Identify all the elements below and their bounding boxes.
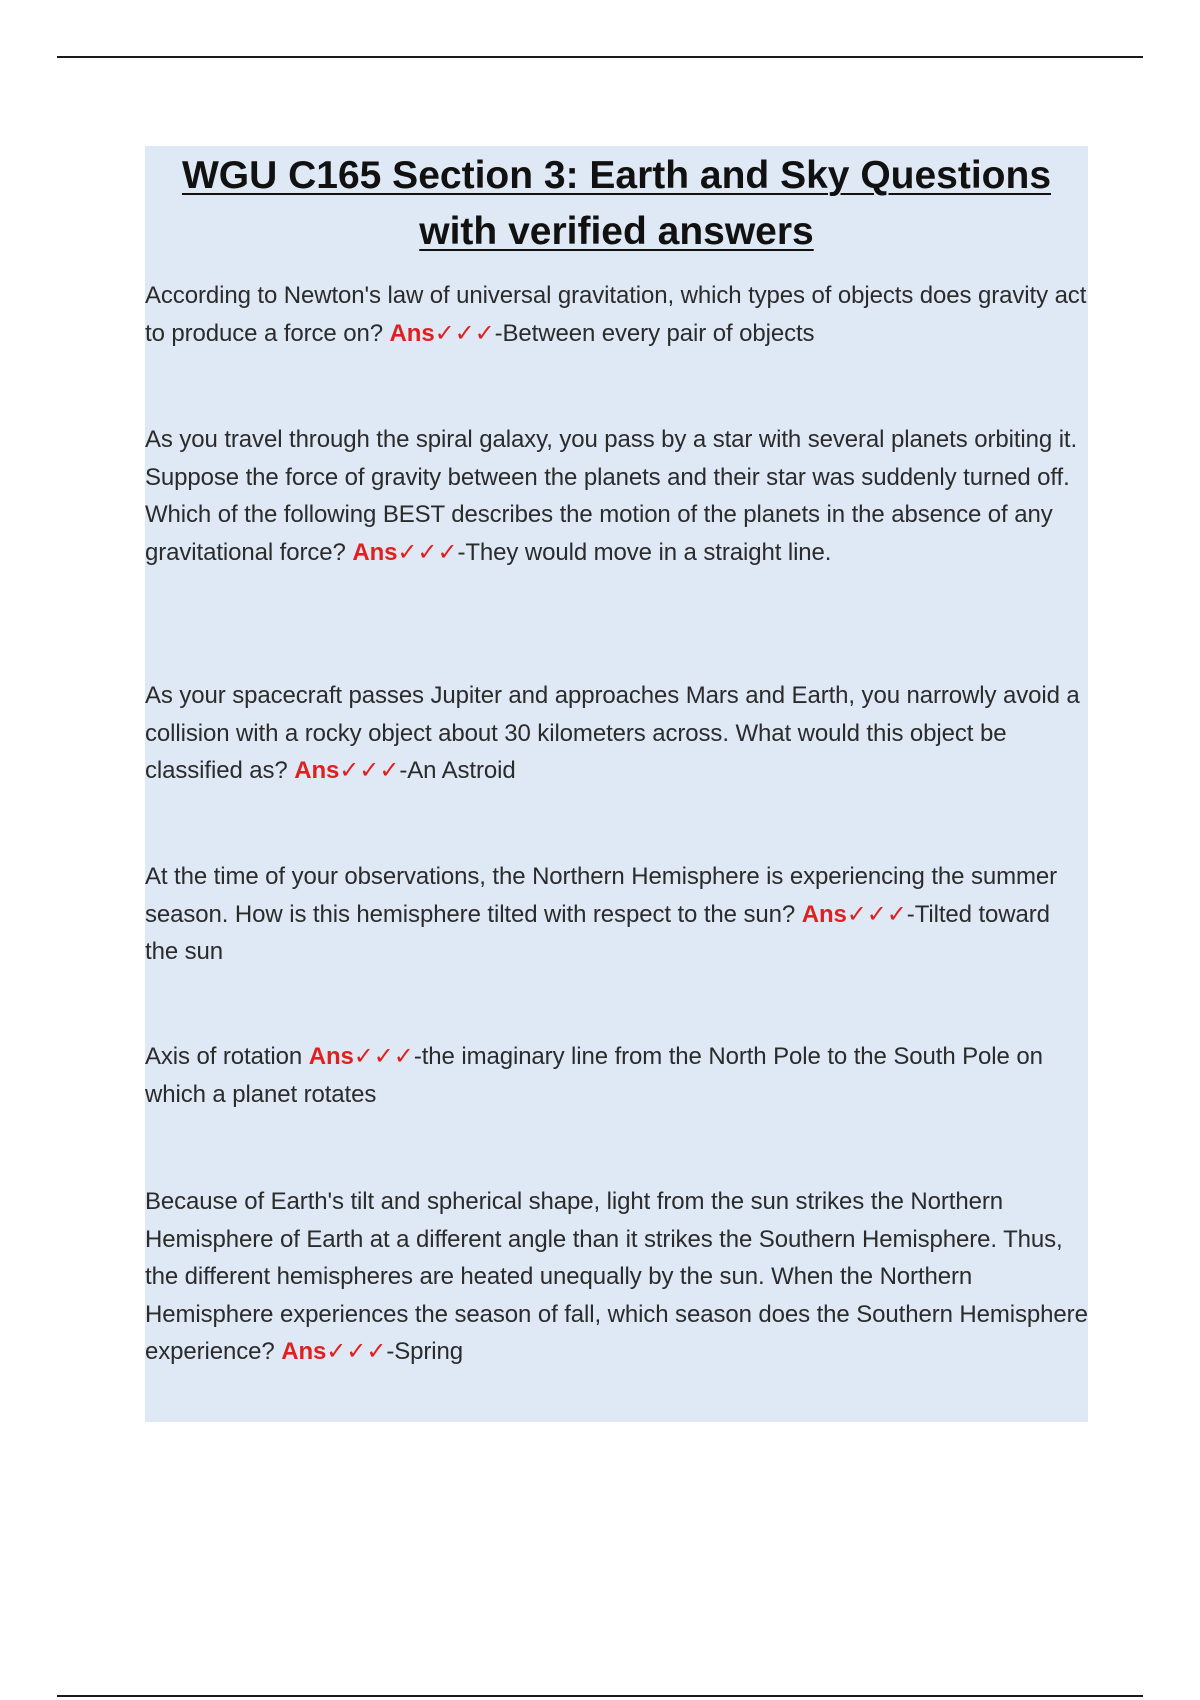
answer-text: -Spring — [386, 1338, 463, 1365]
qa-item — [145, 858, 1088, 971]
qa-item — [145, 1183, 1088, 1371]
check-marks-icon: ✓✓✓ — [397, 538, 458, 566]
check-marks-icon: ✓✓✓ — [846, 900, 907, 928]
qa-item — [145, 421, 1088, 571]
answer-marker: Ans — [389, 319, 435, 347]
qa-item — [145, 277, 1088, 352]
check-marks-icon: ✓✓✓ — [353, 1043, 414, 1070]
question-text: Because of Earth's tilt and spherical shape, light from the sun strikes the Northern Hemisphere of Earth at a different angle than it strikes the Southern Hemisphere. Thus, the different hemispheres are heated unequally by the sun. When the Northern Hemisphere experiences the season of fall, which season does the Southern Hemisphere experience? — [145, 1188, 1088, 1365]
question-text: According to Newton's law of universal gravitation, which types of objects does gravity act to produce a force on? — [145, 282, 1087, 347]
check-marks-icon: ✓✓✓ — [326, 1338, 387, 1365]
answer-marker: Ans — [308, 1043, 354, 1070]
question-text: Axis of rotation — [145, 1043, 303, 1070]
check-marks-icon: ✓✓✓ — [434, 319, 495, 347]
answer-text: -Tilted toward the sun — [145, 900, 1050, 965]
top-rule — [57, 56, 1143, 58]
bottom-rule — [57, 1695, 1143, 1697]
question-text: As you travel through the spiral galaxy, you pass by a star with several planets orbiting it. Suppose the force of gravity between the planets and their star was suddenly turned off. Which of the following BEST describes the motion of the planets in the absence of any gravitational force? — [145, 426, 1078, 566]
answer-text: -Between every pair of objects — [494, 319, 815, 347]
qa-item — [145, 1038, 1088, 1113]
answer-marker: Ans — [294, 757, 340, 784]
answer-marker: Ans — [352, 538, 398, 566]
document-title: WGU C165 Section 3: Earth and Sky Questions with verified answers — [181, 154, 1052, 253]
answer-text: -An Astroid — [399, 757, 516, 784]
answer-text: -They would move in a straight line. — [457, 538, 832, 566]
answer-marker: Ans — [801, 900, 847, 928]
qa-item — [145, 677, 1088, 790]
question-text: At the time of your observations, the Northern Hemisphere is experiencing the summer season. How is this hemisphere tilted with respect to the sun? — [145, 863, 1058, 928]
document-content — [145, 146, 1088, 1422]
answer-marker: Ans — [281, 1338, 327, 1365]
question-text: As your spacecraft passes Jupiter and approaches Mars and Earth, you narrowly avoid a collision with a rocky object about 30 kilometers across. What would this object be classified as? — [145, 682, 1080, 784]
answer-text: -the imaginary line from the North Pole to the South Pole on which a planet rotates — [145, 1043, 1043, 1108]
check-marks-icon: ✓✓✓ — [339, 757, 400, 784]
